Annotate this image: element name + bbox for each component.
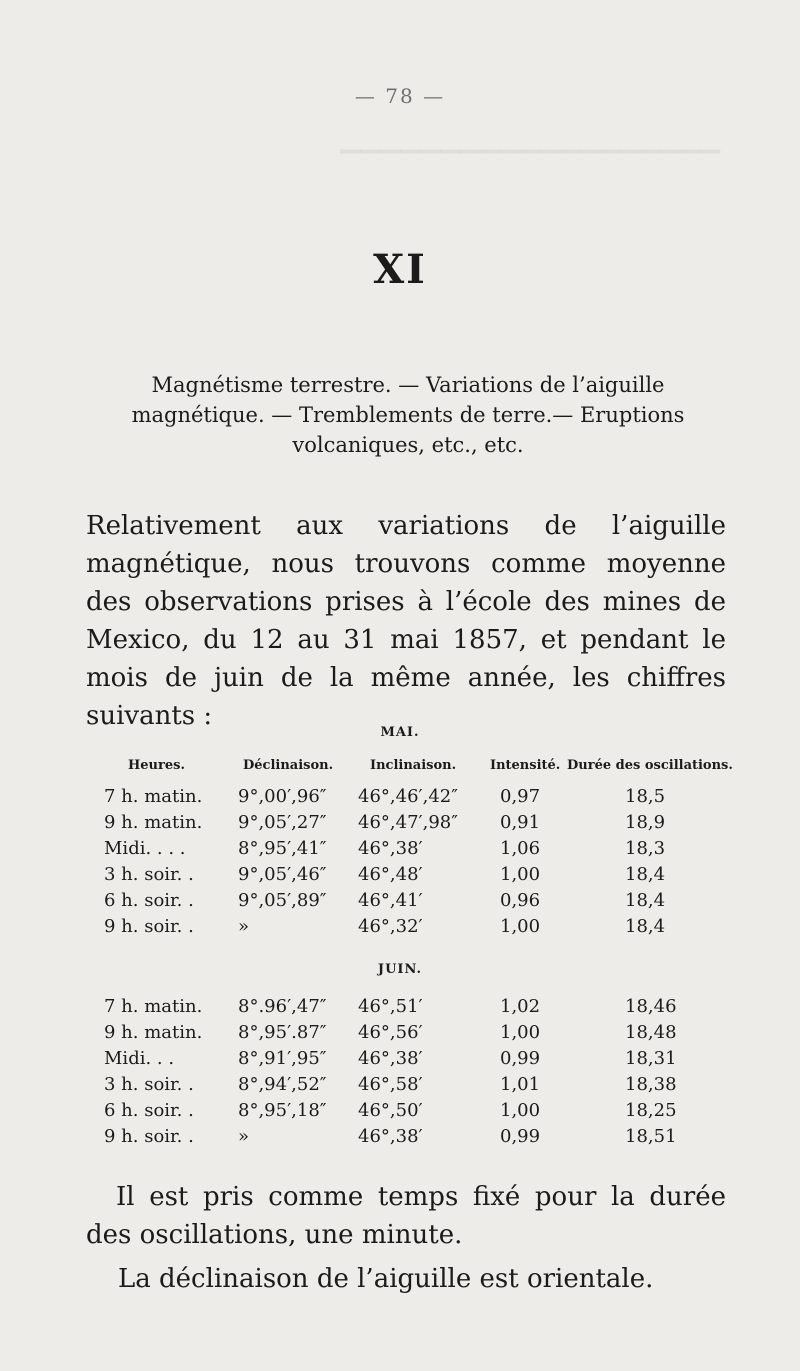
- table-cell: 18,9: [625, 812, 666, 833]
- intro-paragraph: Relativement aux variations de l’aiguille magnétique, nous trouvons comme moyenne des observations prises à l’école des mines de Mexico, du 12 au 31 mai 1857, et pendant le mois de juin de la même année, les chiffres suivants :: [86, 511, 726, 731]
- table-cell: 1,02: [500, 996, 541, 1017]
- table-cell: 9°,05′,27″: [238, 812, 327, 833]
- table-cell: 46°,46′,42″: [358, 786, 458, 807]
- table-row: [0, 786, 800, 811]
- table-cell: 1,00: [500, 864, 541, 885]
- table-cell: 8°,91′,95″: [238, 1048, 327, 1069]
- column-header-intensite: Intensité.: [490, 758, 561, 773]
- table-row: [0, 1074, 800, 1099]
- table-row: [0, 864, 800, 889]
- table-cell: 46°,50′: [358, 1100, 423, 1121]
- table-cell: 3 h. soir. .: [104, 864, 194, 885]
- table-cell: 18,4: [625, 864, 666, 885]
- show-through-text: ▁▁▁▁▁▁▁▁▁▁▁▁▁▁▁▁▁▁▁: [340, 124, 720, 154]
- note-paragraph-duration: Il est pris comme temps fixé pour la durée des oscillations, une minute.: [86, 1182, 726, 1250]
- table-cell: 46°,48′: [358, 864, 423, 885]
- column-header-declinaison: Déclinaison.: [243, 758, 334, 773]
- table-cell: 18,31: [625, 1048, 677, 1069]
- table-cell: 6 h. soir. .: [104, 1100, 194, 1121]
- table-cell: 46°,38′: [358, 1126, 423, 1147]
- table-cell: 18,25: [625, 1100, 677, 1121]
- table-cell: 18,3: [625, 838, 666, 859]
- table-cell: 9°,05′,89″: [238, 890, 327, 911]
- table-cell: 0,99: [500, 1048, 541, 1069]
- table-cell: 46°,56′: [358, 1022, 423, 1043]
- column-header-inclinaison: Inclinaison.: [370, 758, 457, 773]
- table-cell: 46°,58′: [358, 1074, 423, 1095]
- table-row: [0, 1100, 800, 1125]
- table-cell: 8°,95′,18″: [238, 1100, 327, 1121]
- section-heading-mai: MAI.: [380, 725, 420, 740]
- chapter-number: XI: [373, 246, 427, 293]
- table-cell: 9 h. matin.: [104, 1022, 203, 1043]
- table-cell: 46°,32′: [358, 916, 423, 937]
- table-cell: 1,01: [500, 1074, 541, 1095]
- table-cell: 18,46: [625, 996, 677, 1017]
- table-cell: 7 h. matin.: [104, 996, 203, 1017]
- table-cell: 18,48: [625, 1022, 677, 1043]
- table-cell: 8°,94′,52″: [238, 1074, 327, 1095]
- table-cell: »: [238, 1126, 250, 1147]
- table-cell: 0,96: [500, 890, 541, 911]
- table-cell: Midi. . . .: [104, 838, 186, 859]
- table-cell: 9°,05′,46″: [238, 864, 327, 885]
- table-row: [0, 916, 800, 941]
- table-cell: 8°.96′,47″: [238, 996, 327, 1017]
- table-cell: 8°,95′,41″: [238, 838, 327, 859]
- table-cell: 46°,47′,98″: [358, 812, 458, 833]
- table-cell: 0,91: [500, 812, 541, 833]
- table-cell: 9 h. soir. .: [104, 1126, 194, 1147]
- table-cell: 18,38: [625, 1074, 677, 1095]
- table-row: [0, 996, 800, 1021]
- table-cell: 18,5: [625, 786, 666, 807]
- section-heading-juin: JUIN.: [377, 962, 423, 977]
- page-number: — 78 —: [354, 84, 446, 108]
- table-cell: 46°,38′: [358, 1048, 423, 1069]
- table-row: [0, 1126, 800, 1151]
- table-cell: 46°,51′: [358, 996, 423, 1017]
- table-cell: 0,99: [500, 1126, 541, 1147]
- table-cell: 18,51: [625, 1126, 677, 1147]
- table-cell: 1,00: [500, 916, 541, 937]
- table-cell: 1,00: [500, 1022, 541, 1043]
- table-cell: 6 h. soir. .: [104, 890, 194, 911]
- table-cell: Midi. . .: [104, 1048, 175, 1069]
- table-cell: 9 h. soir. .: [104, 916, 194, 937]
- table-cell: 1,06: [500, 838, 541, 859]
- column-header-duree: Durée des oscillations.: [567, 758, 733, 773]
- table-cell: 18,4: [625, 916, 666, 937]
- table-cell: 46°,38′: [358, 838, 423, 859]
- table-cell: 0,97: [500, 786, 541, 807]
- table-row: [0, 812, 800, 837]
- table-row: [0, 838, 800, 863]
- note-paragraph-declination: La déclinaison de l’aiguille est orientale.: [118, 1264, 654, 1294]
- column-header-heures: Heures.: [128, 758, 185, 773]
- table-cell: 46°,41′: [358, 890, 423, 911]
- table-cell: 9 h. matin.: [104, 812, 203, 833]
- table-row: [0, 1022, 800, 1047]
- table-cell: »: [238, 916, 250, 937]
- table-cell: 9°,00′,96″: [238, 786, 327, 807]
- table-cell: 8°,95′.87″: [238, 1022, 327, 1043]
- table-row: [0, 1048, 800, 1073]
- table-cell: 7 h. matin.: [104, 786, 203, 807]
- table-cell: 1,00: [500, 1100, 541, 1121]
- table-cell: 18,4: [625, 890, 666, 911]
- table-cell: 3 h. soir. .: [104, 1074, 194, 1095]
- table-row: [0, 890, 800, 915]
- chapter-subtitle: Magnétisme terrestre. — Variations de l’aiguille magnétique. — Tremblements de terre.— Eruptions volcaniques, etc., etc.: [131, 373, 685, 457]
